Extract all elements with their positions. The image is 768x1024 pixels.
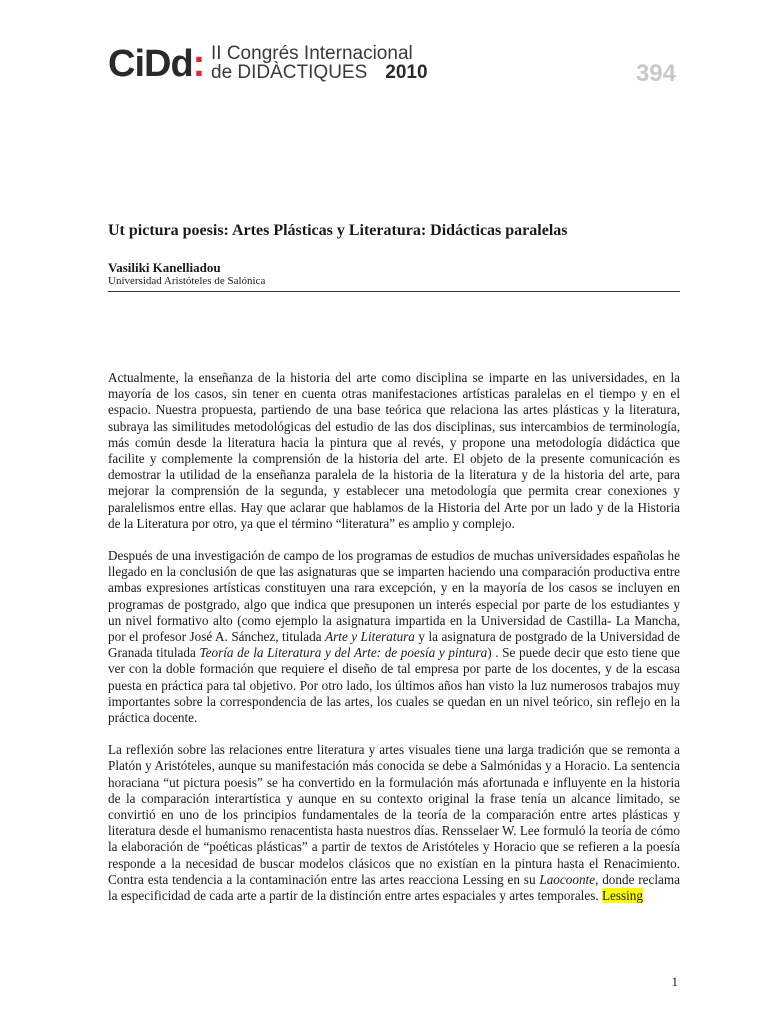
author-name: Vasiliki Kanelliadou xyxy=(108,260,221,275)
conference-line-1: II Congrés Internacional xyxy=(211,43,413,64)
paragraph-1: Actualmente, la enseñanza de la historia del arte como disciplina se imparte en las universidades, en la mayoría de los casos, sin tener en cuenta otras manifestaciones artísticas paralelas en el tiempo y en el espacio. Nuestra propuesta, partiendo de una base teórica que relaciona las artes plásticas y la literatura, subraya las similitudes metodológicas del estudio de las dos disciplinas, sus intercambios de terminología, más común desde la literatura hacia la pintura que al revés, y propone una metodología didáctica que facilite y complemente la comprensión de la historia del arte. El objeto de la presente comunicación es demostrar la utilidad de la enseñanza paralela de la historia de la literatura y de la historia del arte, para mejorar la comprensión de la segunda, y establecer una metodología que permita crear conexiones y paralelismos entre ellas. Hay que aclarar que hablamos de la Historia del Arte por un lado y de la Historia de la Literatura por otro, ya que el término “literatura” es amplio y complejo. xyxy=(108,370,680,531)
paragraph-2-text-b: y la asignatura de postgrado de la Universidad de Granada titulada xyxy=(108,629,680,661)
conference-line-2-text: de DIDÀCTIQUES xyxy=(211,62,368,83)
paragraph-3 xyxy=(108,742,680,904)
logo-mark xyxy=(108,44,204,84)
article-title: Ut pictura poesis: Artes Plásticas y Literatura: Didácticas paralelas xyxy=(108,222,568,239)
author-affiliation: Universidad Aristóteles de Salónica xyxy=(108,275,266,287)
paragraph-2-text-c: ) . Se puede decir que esto tiene que ver con la doble formación que requiere el diseño de tal empresa por parte de los docentes, y de la escasa puesta en práctica para tal objetivo. Por otro lado, los últimos años han visto la luz numerosos trabajos muy importantes sobre la correspondencia de las artes, los cuales se quedan en un nivel teórico, sin reflejo en la práctica docente. xyxy=(108,645,681,726)
logo-colon: : xyxy=(192,43,205,85)
conference-line-2 xyxy=(211,63,501,82)
logo-mark-text: CiDd xyxy=(108,43,193,85)
paragraph-2 xyxy=(108,548,680,726)
conference-name xyxy=(211,44,501,82)
conference-year: 2010 xyxy=(385,62,428,83)
paragraph-3-text-a: La reflexión sobre las relaciones entre literatura y artes visuales tiene una larga tradición que se remonta a Platón y Aristóteles, aunque su manifestación más conocida se debe a Salmónidas y a Horacio. La sentencia horaciana “ut pictura poesis” se ha convertido en la formulación más afortunada e influyente en la historia de la comparación interartística y aunque en su contexto original la frase tenía un alcance limitado, se convirtió en uno de los principios fundamentales de la teoría de la comparación entre artes plásticas y literatura desde el humanismo renacentista hasta nuestros días. Rensselaer W. Lee formuló la teoría de cómo la elaboración de “poéticas plásticas” a partir de textos de Aristóteles y Horacio que se refieren a la poesía responde a la necesidad de buscar modelos clásicos que no existían en la pintura hasta el Renacimiento. Contra esta tendencia a la contaminación entre las artes reacciona Lessing en su xyxy=(108,742,680,887)
header-divider xyxy=(108,291,680,292)
page-reference: 394 xyxy=(635,60,676,87)
course-title-2: Teoría de la Literatura y del Arte: de poesía y pintura xyxy=(199,645,488,661)
highlighted-text: Lessing xyxy=(601,888,643,904)
article-body xyxy=(108,370,680,920)
paragraph-2-text-a: Después de una investigación de campo de los programas de estudios de muchas universidades españolas he llegado en la conclusión de que las asignaturas que se imparten haciendo una comparación productiva entre ambas expresiones artísticas constituyen una rara excepción, y en la mayoría de los casos se incluyen en programas de postgrado, algo que indica que presuponen un interés especial por parte de los estudiantes y un nivel formativo alto (como ejemplo la asignatura impartida en la Universidad de Castilla- La Mancha, por el profesor José A. Sánchez, titulada xyxy=(108,548,680,645)
page-number: 1 xyxy=(671,974,678,989)
book-title-laocoonte: Laocoonte xyxy=(539,871,596,887)
paragraph-3-text-b: , donde reclama la especificidad de cada arte a partir de la distinción entre artes espaciales y artes temporales. xyxy=(108,871,680,904)
course-title-1: Arte y Literatura xyxy=(325,629,415,645)
